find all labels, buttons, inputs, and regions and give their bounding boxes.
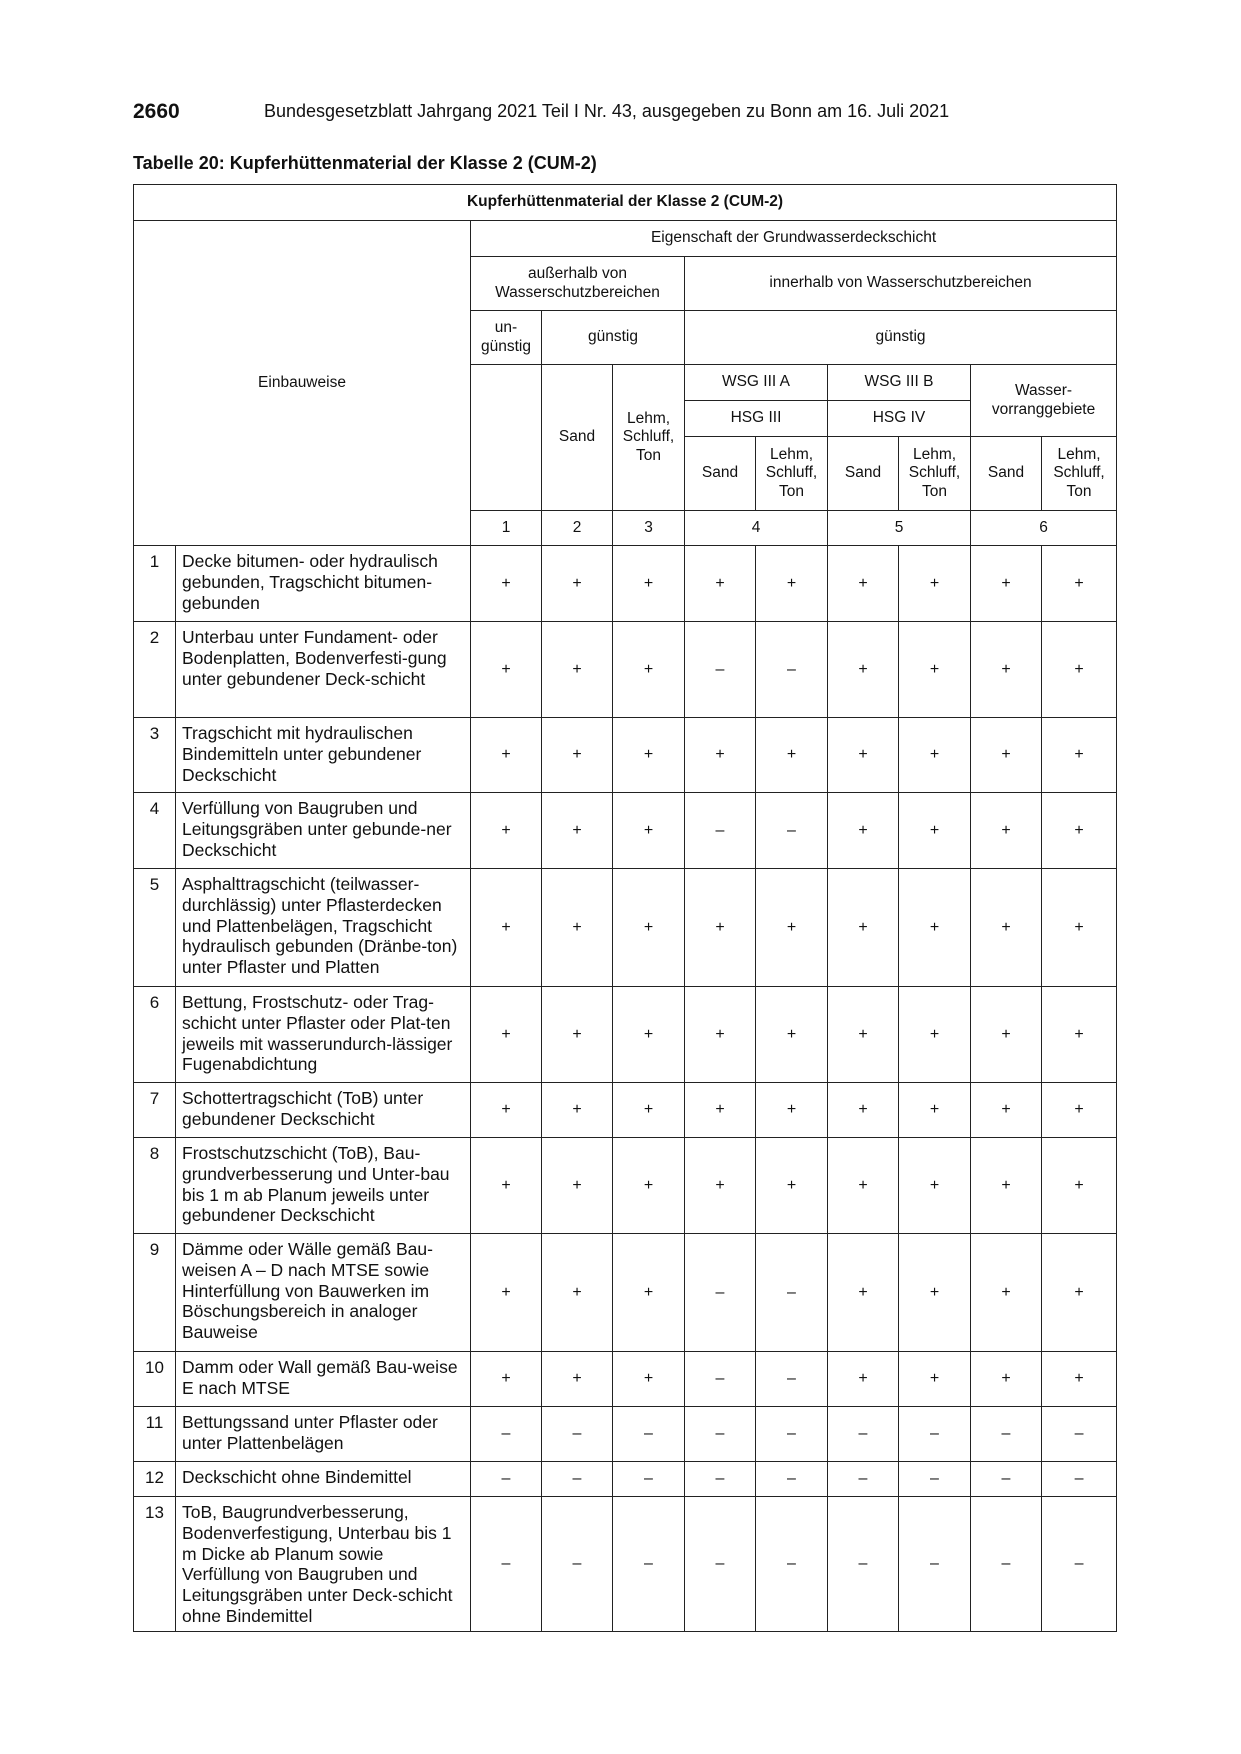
value-cell: – (756, 1234, 828, 1352)
value-cell: – (685, 1352, 756, 1407)
row-description: Verfüllung von Baugruben und Leitungsgräben unter gebunde-ner Deckschicht (176, 793, 471, 869)
row-description: Unterbau unter Fundament- oder Bodenplatten, Bodenverfesti-gung unter gebundener Deck-schicht (176, 622, 471, 718)
value-cell: + (828, 869, 899, 987)
value-cell: – (613, 1497, 685, 1632)
row-number: 3 (134, 718, 176, 793)
value-cell: – (685, 622, 756, 718)
value-cell: – (1042, 1497, 1117, 1632)
value-cell: + (828, 622, 899, 718)
value-cell: + (542, 622, 613, 718)
row-number: 13 (134, 1497, 176, 1632)
value-cell: + (971, 1352, 1042, 1407)
value-cell: + (899, 987, 971, 1083)
row-number: 11 (134, 1407, 176, 1462)
value-cell: + (756, 987, 828, 1083)
table-row (134, 1083, 1117, 1138)
row-number: 8 (134, 1138, 176, 1234)
col-number-5: 5 (828, 511, 971, 546)
value-cell: + (542, 1083, 613, 1138)
col-number-1: 1 (471, 511, 542, 546)
col6-sand-header: Sand (971, 437, 1042, 511)
col4-lehm-header: Lehm, Schluff, Ton (756, 437, 828, 511)
col-number-3: 3 (613, 511, 685, 546)
value-cell: + (756, 869, 828, 987)
col-number-2: 2 (542, 511, 613, 546)
value-cell: + (899, 718, 971, 793)
table-row (134, 718, 1117, 793)
value-cell: – (828, 1407, 899, 1462)
value-cell: + (971, 1138, 1042, 1234)
value-cell: + (613, 793, 685, 869)
row-number: 2 (134, 622, 176, 718)
col4-sand-header: Sand (685, 437, 756, 511)
value-cell: + (685, 869, 756, 987)
guenstig-inside-header: günstig (685, 311, 1117, 365)
innerhalb-header: innerhalb von Wasserschutzbereichen (685, 257, 1117, 311)
unguenstig-header: un-günstig (471, 311, 542, 365)
value-cell: – (685, 793, 756, 869)
hsg4-header: HSG IV (828, 401, 971, 437)
row-description: Deckschicht ohne Bindemittel (176, 1462, 471, 1497)
value-cell: + (471, 546, 542, 622)
col-number-4: 4 (685, 511, 828, 546)
value-cell: – (899, 1407, 971, 1462)
value-cell: + (542, 1234, 613, 1352)
table-row (134, 546, 1117, 622)
table-row (134, 1138, 1117, 1234)
value-cell: + (613, 546, 685, 622)
cum2-table (133, 184, 1117, 1632)
value-cell: + (685, 718, 756, 793)
table-row (134, 869, 1117, 987)
value-cell: + (899, 1234, 971, 1352)
table-row (134, 793, 1117, 869)
value-cell: + (542, 546, 613, 622)
value-cell: + (1042, 546, 1117, 622)
value-cell: + (471, 1083, 542, 1138)
value-cell: + (1042, 987, 1117, 1083)
value-cell: + (828, 1352, 899, 1407)
table-row (134, 1234, 1117, 1352)
value-cell: + (971, 1234, 1042, 1352)
value-cell: + (471, 718, 542, 793)
value-cell: – (471, 1462, 542, 1497)
value-cell: + (971, 718, 1042, 793)
col6-lehm-header: Lehm, Schluff, Ton (1042, 437, 1117, 511)
value-cell: – (899, 1462, 971, 1497)
value-cell: + (971, 793, 1042, 869)
wsg3b-header: WSG III B (828, 365, 971, 401)
guenstig-outside-header: günstig (542, 311, 685, 365)
row-description: Decke bitumen- oder hydraulisch gebunden, Tragschicht bitumen-gebunden (176, 546, 471, 622)
row-description: ToB, Baugrundverbesserung, Bodenverfestigung, Unterbau bis 1 m Dicke ab Planum sowie Verfüllung von Baugruben und Leitungsgräben unter Deck-schicht ohne Bindemittel (176, 1497, 471, 1632)
value-cell: – (756, 1407, 828, 1462)
value-cell: + (471, 1138, 542, 1234)
value-cell: + (613, 1352, 685, 1407)
value-cell: + (899, 1138, 971, 1234)
row-description: Dämme oder Wälle gemäß Bau-weisen A – D nach MTSE sowie Hinterfüllung von Bauwerken im Böschungsbereich in analoger Bauweise (176, 1234, 471, 1352)
value-cell: + (542, 1138, 613, 1234)
value-cell: – (613, 1407, 685, 1462)
value-cell: + (613, 1234, 685, 1352)
table-banner: Kupferhüttenmaterial der Klasse 2 (CUM-2) (134, 185, 1117, 221)
value-cell: – (756, 1462, 828, 1497)
value-cell: + (685, 987, 756, 1083)
value-cell: – (756, 793, 828, 869)
value-cell: + (1042, 1352, 1117, 1407)
value-cell: – (756, 1352, 828, 1407)
value-cell: – (542, 1407, 613, 1462)
page-number: 2660 (133, 100, 180, 123)
row-number: 10 (134, 1352, 176, 1407)
value-cell: – (756, 622, 828, 718)
hsg3-header: HSG III (685, 401, 828, 437)
value-cell: + (828, 1083, 899, 1138)
row-number: 6 (134, 987, 176, 1083)
row-description: Frostschutzschicht (ToB), Bau-grundverbesserung und Unter-bau bis 1 m ab Planum jeweils unter gebundener Deckschicht (176, 1138, 471, 1234)
col2-sand-header: Sand (542, 365, 613, 511)
row-description: Asphalttragschicht (teilwasser-durchlässig) unter Pflasterdecken und Plattenbelägen, Tragschicht hydraulisch gebunden (Dränbe-ton) unter Pflaster und Platten (176, 869, 471, 987)
row-number: 7 (134, 1083, 176, 1138)
publication-line: Bundesgesetzblatt Jahrgang 2021 Teil I Nr. 43, ausgegeben zu Bonn am 16. Juli 2021 (264, 101, 950, 121)
value-cell: + (1042, 793, 1117, 869)
value-cell: + (542, 869, 613, 987)
einbauweise-header: Einbauweise (134, 221, 471, 546)
value-cell: + (971, 546, 1042, 622)
table-title: Tabelle 20: Kupferhüttenmaterial der Klasse 2 (CUM-2) (133, 153, 597, 173)
row-description: Bettungssand unter Pflaster oder unter Plattenbelägen (176, 1407, 471, 1462)
value-cell: + (685, 1138, 756, 1234)
value-cell: – (971, 1497, 1042, 1632)
value-cell: + (899, 793, 971, 869)
value-cell: + (756, 546, 828, 622)
value-cell: + (542, 718, 613, 793)
value-cell: + (542, 987, 613, 1083)
table-row (134, 1352, 1117, 1407)
ausserhalb-header: außerhalb von Wasserschutzbereichen (471, 257, 685, 311)
table-row (134, 1407, 1117, 1462)
value-cell: – (1042, 1462, 1117, 1497)
value-cell: + (828, 793, 899, 869)
value-cell: + (899, 546, 971, 622)
value-cell: – (542, 1462, 613, 1497)
value-cell: + (542, 793, 613, 869)
value-cell: – (756, 1497, 828, 1632)
table-row (134, 622, 1117, 718)
value-cell: + (828, 718, 899, 793)
value-cell: + (828, 546, 899, 622)
row-description: Bettung, Frostschutz- oder Trag-schicht unter Pflaster oder Plat-ten jeweils mit wasserundurch-lässiger Fugenabdichtung (176, 987, 471, 1083)
property-header: Eigenschaft der Grundwasserdeckschicht (471, 221, 1117, 257)
value-cell: + (899, 622, 971, 718)
value-cell: – (899, 1497, 971, 1632)
value-cell: + (1042, 622, 1117, 718)
value-cell: – (685, 1234, 756, 1352)
value-cell: + (685, 1083, 756, 1138)
value-cell: + (471, 1352, 542, 1407)
value-cell: + (613, 1083, 685, 1138)
table-row (134, 1462, 1117, 1497)
table-row (134, 987, 1117, 1083)
value-cell: – (542, 1497, 613, 1632)
value-cell: – (685, 1462, 756, 1497)
value-cell: + (1042, 1138, 1117, 1234)
row-number: 5 (134, 869, 176, 987)
value-cell: + (899, 869, 971, 987)
value-cell: – (685, 1497, 756, 1632)
value-cell: + (971, 622, 1042, 718)
value-cell: – (471, 1497, 542, 1632)
value-cell: + (756, 1083, 828, 1138)
value-cell: + (685, 546, 756, 622)
value-cell: + (756, 1138, 828, 1234)
table-row (134, 1497, 1117, 1632)
col-number-6: 6 (971, 511, 1117, 546)
value-cell: + (1042, 869, 1117, 987)
row-number: 9 (134, 1234, 176, 1352)
value-cell: + (542, 1352, 613, 1407)
col5-sand-header: Sand (828, 437, 899, 511)
col5-lehm-header: Lehm, Schluff, Ton (899, 437, 971, 511)
value-cell: + (971, 869, 1042, 987)
value-cell: + (756, 718, 828, 793)
row-description: Schottertragschicht (ToB) unter gebundener Deckschicht (176, 1083, 471, 1138)
row-description: Damm oder Wall gemäß Bau-weise E nach MTSE (176, 1352, 471, 1407)
value-cell: + (828, 1138, 899, 1234)
value-cell: + (828, 1234, 899, 1352)
value-cell: – (828, 1497, 899, 1632)
col3-lehm-header: Lehm, Schluff, Ton (613, 365, 685, 511)
value-cell: + (471, 987, 542, 1083)
value-cell: + (471, 622, 542, 718)
wasservorrang-header: Wasser-vorranggebiete (971, 365, 1117, 437)
value-cell: + (471, 793, 542, 869)
wsg3a-header: WSG III A (685, 365, 828, 401)
value-cell: + (1042, 718, 1117, 793)
value-cell: + (1042, 1234, 1117, 1352)
page-header (133, 100, 1113, 124)
row-description: Tragschicht mit hydraulischen Bindemitteln unter gebundener Deckschicht (176, 718, 471, 793)
value-cell: + (828, 987, 899, 1083)
row-number: 4 (134, 793, 176, 869)
value-cell: – (971, 1407, 1042, 1462)
value-cell: + (899, 1352, 971, 1407)
value-cell: + (1042, 1083, 1117, 1138)
value-cell: – (971, 1462, 1042, 1497)
value-cell: + (613, 622, 685, 718)
col1-blank (471, 365, 542, 511)
value-cell: + (613, 718, 685, 793)
value-cell: + (971, 987, 1042, 1083)
value-cell: + (899, 1083, 971, 1138)
value-cell: + (971, 1083, 1042, 1138)
value-cell: + (471, 869, 542, 987)
value-cell: – (613, 1462, 685, 1497)
value-cell: – (471, 1407, 542, 1462)
value-cell: – (685, 1407, 756, 1462)
row-number: 1 (134, 546, 176, 622)
value-cell: – (828, 1462, 899, 1497)
value-cell: + (471, 1234, 542, 1352)
value-cell: + (613, 987, 685, 1083)
row-number: 12 (134, 1462, 176, 1497)
value-cell: + (613, 869, 685, 987)
value-cell: + (613, 1138, 685, 1234)
value-cell: – (1042, 1407, 1117, 1462)
